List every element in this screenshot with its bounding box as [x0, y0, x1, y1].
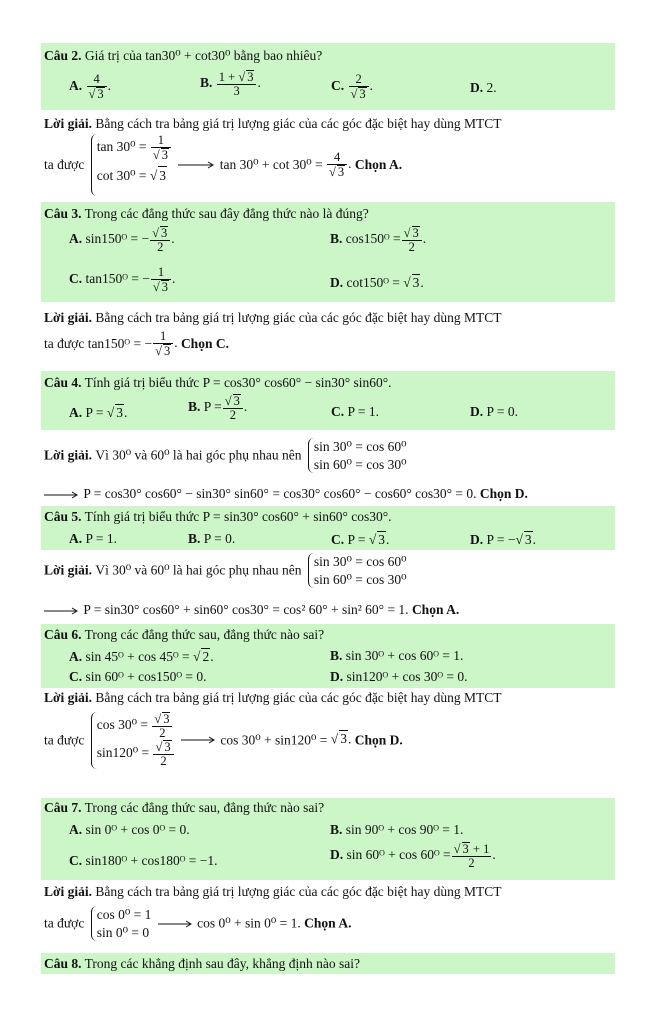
implies-arrow-icon — [181, 735, 217, 745]
q2-option-a: A. $\frac{4}{√ 3}$ . — [69, 72, 111, 102]
q5-option-b: B. P = 0. — [188, 531, 236, 546]
q7-solution-line2: ta được cos 0⁰ = 1 sin 0⁰ = 0 cos 0⁰ + sin 0⁰ = 1. Chọn A. — [44, 907, 352, 940]
question-7-stem: Câu 7. Trong các đẳng thức sau, đẳng thức nào sai? — [44, 800, 325, 815]
q6-option-c: C. sin 60ᴼ + cos150ᴼ = 0. — [69, 669, 207, 684]
question-8-stem: Câu 8. Trong các khẳng định sau đây, khẳng định nào sai? — [44, 956, 360, 971]
q2-option-d: D. 2. — [470, 80, 497, 95]
q2-option-b: B. $\frac{1 + √ 3}{3}$ . — [200, 70, 261, 99]
question-2-text: Giá trị của tan30⁰ + cot30⁰ bằng bao nhiêu? — [84, 48, 323, 63]
q4-solution-line2: P = cos30° cos60° − sin30° sin60° = cos30° cos60° − cos60° cos30° = 0. Chọn D. — [44, 486, 528, 502]
question-2-stem — [44, 48, 322, 64]
q3-option-d: D. cot150ᴼ = √ 3. — [330, 275, 424, 290]
q6-option-b: B. sin 30ᴼ + cos 60ᴼ = 1. — [330, 648, 464, 663]
q5-solution-line1: Lời giải. Vì 30⁰ và 60⁰ là hai góc phụ nhau nên sin 30⁰ = cos 60⁰ sin 60⁰ = cos 30⁰ — [44, 554, 407, 587]
implies-arrow-icon — [158, 919, 194, 929]
q7-option-b: B. sin 90ᴼ + cos 90ᴼ = 1. — [330, 822, 464, 837]
q5-option-a: A. P = 1. — [69, 531, 117, 546]
question-5-stem: Câu 5. Tính giá trị biểu thức P = sin30° cos60° + sin60° cos30°. — [44, 509, 392, 524]
question-2-title: Câu 2. — [44, 48, 82, 63]
question-4-stem: Câu 4. Tính giá trị biểu thức P = cos30° cos60° − sin30° sin60°. — [44, 375, 392, 390]
question-3-stem: Câu 3. Trong các đẳng thức sau đây đẳng thức nào là đúng? — [44, 206, 369, 221]
q2-option-c: C. $\frac{2}{√ 3}$ . — [331, 72, 373, 102]
question-6-stem: Câu 6. Trong các đẳng thức sau, đẳng thức nào sai? — [44, 627, 325, 642]
q7-option-a: A. sin 0ᴼ + cos 0ᴼ = 0. — [69, 822, 190, 837]
q5-option-c: C. P = √ 3. — [331, 532, 390, 547]
q4-solution-line1: Lời giải. Vì 30⁰ và 60⁰ là hai góc phụ nhau nên sin 30⁰ = cos 60⁰ sin 60⁰ = cos 30⁰ — [44, 439, 407, 472]
q3-option-a: A. sin150ᴼ = − $\frac{√ 3}{2}$ . — [69, 226, 175, 255]
q2-solution-line2: ta được tan 30⁰ = $\frac{1}{√ 3}$ cot 30⁰ = √ 3 tan 30⁰ + cot 30⁰ = $\frac{4}{√ 3}$ . Chọn A. — [44, 134, 402, 196]
q3-solution-line2: ta được tan150ᴼ = − $\frac{1}{√ 3}$ . Chọn C. — [44, 329, 229, 359]
q2-solution-line1: Lời giải. Bằng cách tra bảng giá trị lượng giác của các góc đặc biệt hay dùng MTCT — [44, 116, 502, 131]
q3-option-c: C. tan150ᴼ = − $\frac{1}{√ 3}$ . — [69, 265, 176, 295]
q4-option-d: D. P = 0. — [470, 404, 518, 419]
q7-option-d: D. sin 60ᴼ + cos 60ᴼ = $\frac{√ 3 + 1}{2}$ . — [330, 842, 496, 871]
q5-solution-line2: P = sin30° cos60° + sin60° cos30° = cos² 60° + sin² 60° = 1. Chọn A. — [44, 602, 459, 618]
implies-arrow-icon — [44, 606, 80, 616]
q4-option-a: A. P = √ 3. — [69, 405, 128, 420]
q6-option-a: A. sin 45ᴼ + cos 45ᴼ = √ 2. — [69, 649, 214, 664]
q3-solution-line1: Lời giải. Bằng cách tra bảng giá trị lượng giác của các góc đặc biệt hay dùng MTCT — [44, 310, 502, 325]
q6-option-d: D. sin120ᴼ + cos 30ᴼ = 0. — [330, 669, 468, 684]
q5-option-d: D. P = −√ 3. — [470, 532, 537, 547]
q6-solution-line1: Lời giải. Bằng cách tra bảng giá trị lượng giác của các góc đặc biệt hay dùng MTCT — [44, 690, 502, 705]
q4-option-b: B. P = $\frac{√ 3}{2}$ . — [188, 394, 248, 423]
q6-solution-line2: ta được cos 30⁰ = $\frac{√ 3}{2}$ sin120⁰ = $\frac{√ 3}{2}$ cos 30⁰ + sin120⁰ = √ 3. Chọn D. — [44, 712, 403, 769]
q7-solution-line1: Lời giải. Bằng cách tra bảng giá trị lượng giác của các góc đặc biệt hay dùng MTCT — [44, 884, 502, 899]
implies-arrow-icon — [178, 160, 216, 170]
implies-arrow-icon — [44, 490, 80, 500]
q7-option-c: C. sin180ᴼ + cos180ᴼ = −1. — [69, 853, 218, 868]
q4-option-c: C. P = 1. — [331, 404, 379, 419]
q3-option-b: B. cos150ᴼ = $\frac{√ 3}{2}$ . — [330, 226, 427, 255]
